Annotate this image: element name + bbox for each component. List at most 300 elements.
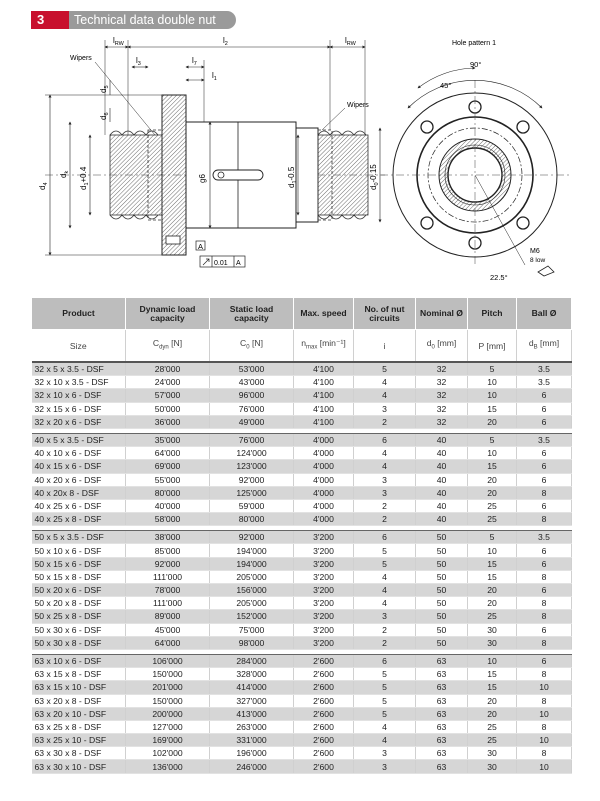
table-cell: 4 — [354, 720, 416, 733]
angle-90-label: 90° — [470, 60, 482, 69]
table-row — [32, 760, 572, 773]
hole-pattern-view — [380, 40, 570, 282]
col-dynamic: Dynamic load capacity — [126, 298, 210, 330]
table-cell: 15 — [468, 460, 517, 473]
table-row — [32, 681, 572, 694]
table-cell: 50 x 30 x 6 - DSF — [32, 623, 126, 636]
table-cell: 25 — [468, 610, 517, 623]
table-cell: 63 — [416, 760, 468, 773]
table-cell: 50 x 5 x 3.5 - DSF — [32, 531, 126, 544]
table-cell: 4'000 — [294, 447, 354, 460]
table-cell: 2'600 — [294, 720, 354, 733]
table-row — [32, 473, 572, 486]
table-cell: 92'000 — [126, 557, 210, 570]
table-cell: 50 — [416, 570, 468, 583]
wipers-left-label: Wipers — [70, 55, 92, 62]
table-cell: 6 — [517, 389, 572, 402]
table-cell: 414'000 — [210, 681, 294, 694]
table-cell: 63 x 10 x 6 - DSF — [32, 654, 126, 667]
table-cell: 6 — [517, 544, 572, 557]
table-cell: 15 — [468, 668, 517, 681]
table-cell: 45'000 — [126, 623, 210, 636]
table-cell: 25 — [468, 513, 517, 526]
table-cell: 6 — [517, 460, 572, 473]
table-cell: 50 x 10 x 6 - DSF — [32, 544, 126, 557]
table-cell: 55'000 — [126, 473, 210, 486]
thread-label: M6 — [530, 248, 540, 255]
table-cell: 76'000 — [210, 402, 294, 415]
table-cell: 10 — [517, 707, 572, 720]
table-row — [32, 747, 572, 760]
table-cell: 3.5 — [517, 376, 572, 389]
table-cell: 8 — [517, 636, 572, 649]
table-cell: 40 — [416, 433, 468, 446]
table-cell: 2 — [354, 499, 416, 512]
section-number: 3 — [31, 11, 69, 29]
table-cell: 36'000 — [126, 415, 210, 428]
table-cell: 50'000 — [126, 402, 210, 415]
table-cell: 85'000 — [126, 544, 210, 557]
col-pitch: Pitch — [468, 298, 517, 330]
table-cell: 413'000 — [210, 707, 294, 720]
table-cell: 8 — [517, 597, 572, 610]
col-nominal: Nominal Ø — [416, 298, 468, 330]
table-cell: 3 — [354, 473, 416, 486]
table-row — [32, 668, 572, 681]
table-cell: 32 — [416, 362, 468, 376]
table-cell: 25 — [468, 720, 517, 733]
table-cell: 6 — [517, 654, 572, 667]
table-cell: 63 — [416, 654, 468, 667]
table-cell: 40 — [416, 486, 468, 499]
table-cell: 32 x 15 x 6 - DSF — [32, 402, 126, 415]
table-cell: 2 — [354, 513, 416, 526]
table-cell: 4 — [354, 584, 416, 597]
table-cell: 8 — [517, 486, 572, 499]
datum-a-label: A — [198, 242, 204, 251]
table-cell: 4'000 — [294, 486, 354, 499]
table-cell: 63 — [416, 694, 468, 707]
table-cell: 63 x 25 x 8 - DSF — [32, 720, 126, 733]
table-cell: 10 — [517, 760, 572, 773]
table-cell: 194'000 — [210, 544, 294, 557]
table-cell: 3'200 — [294, 570, 354, 583]
table-cell: 63 x 30 x 8 - DSF — [32, 747, 126, 760]
table-cell: 63 — [416, 720, 468, 733]
table-cell: 50 — [416, 531, 468, 544]
table-cell: 127'000 — [126, 720, 210, 733]
table-cell: 30 — [468, 760, 517, 773]
table-cell: 20 — [468, 707, 517, 720]
table-row — [32, 636, 572, 649]
d1-tol-label: $d_1+0.4$ — [79, 166, 90, 190]
table-cell: 35'000 — [126, 433, 210, 446]
thread-left — [110, 131, 162, 219]
table-cell: 6 — [517, 473, 572, 486]
table-body — [32, 362, 572, 773]
table-cell: 3.5 — [517, 531, 572, 544]
table-cell: 20 — [468, 694, 517, 707]
l2-label: $l_2$ — [223, 36, 228, 47]
table-cell: 40 — [416, 499, 468, 512]
table-cell: 89'000 — [126, 610, 210, 623]
table-row — [32, 623, 572, 636]
table-cell: 40 x 20x 8 - DSF — [32, 486, 126, 499]
table-cell: 327'000 — [210, 694, 294, 707]
table-cell: 4 — [354, 570, 416, 583]
g6-label: g6 — [198, 174, 207, 183]
table-cell: 8 — [517, 570, 572, 583]
table-cell: 3.5 — [517, 433, 572, 446]
table-cell: 3'200 — [294, 597, 354, 610]
table-cell: 40 x 15 x 6 - DSF — [32, 460, 126, 473]
table-cell: 50 — [416, 597, 468, 610]
d6-label: $d_6$ — [99, 112, 110, 120]
table-cell: 102'000 — [126, 747, 210, 760]
l1-label: $l_1$ — [212, 71, 217, 82]
table-cell: 8 — [517, 668, 572, 681]
table-cell: 32 — [416, 402, 468, 415]
table-row — [32, 460, 572, 473]
table-header-row — [32, 298, 572, 330]
table-cell: 32 x 10 x 6 - DSF — [32, 389, 126, 402]
col-product: Product — [32, 298, 126, 330]
table-cell: 40'000 — [126, 499, 210, 512]
table-row — [32, 654, 572, 667]
table-cell: 194'000 — [210, 557, 294, 570]
table-cell: 3'200 — [294, 623, 354, 636]
table-cell: 3 — [354, 402, 416, 415]
table-cell: 169'000 — [126, 734, 210, 747]
table-cell: 8 — [517, 610, 572, 623]
table-cell: 20 — [468, 486, 517, 499]
table-row — [32, 415, 572, 428]
table-cell: 3'200 — [294, 557, 354, 570]
table-cell: 2 — [354, 623, 416, 636]
table-cell: 32 x 10 x 3.5 - DSF — [32, 376, 126, 389]
l3-label: $l_3$ — [136, 56, 141, 67]
table-cell: 40 — [416, 473, 468, 486]
table-row — [32, 531, 572, 544]
table-cell: 50 — [416, 584, 468, 597]
table-cell: 50 — [416, 557, 468, 570]
table-cell: 6 — [517, 557, 572, 570]
table-cell: 6 — [517, 402, 572, 415]
angle-45-label: 45° — [440, 81, 452, 90]
table-cell: 4'000 — [294, 473, 354, 486]
flange-section — [162, 95, 186, 255]
table-cell: 125'000 — [210, 486, 294, 499]
svg-text:A: A — [236, 260, 241, 267]
table-cell: 5 — [354, 668, 416, 681]
table-cell: 200'000 — [126, 707, 210, 720]
table-cell: 4'100 — [294, 415, 354, 428]
table-cell: 5 — [354, 362, 416, 376]
table-row — [32, 513, 572, 526]
table-cell: 6 — [517, 499, 572, 512]
table-cell: 6 — [517, 584, 572, 597]
technical-drawing — [0, 32, 600, 290]
table-cell: 2'600 — [294, 707, 354, 720]
table-cell: 2'600 — [294, 760, 354, 773]
table-cell: 32 x 20 x 6 - DSF — [32, 415, 126, 428]
table-row — [32, 499, 572, 512]
table-cell: 3'200 — [294, 636, 354, 649]
table-cell: 57'000 — [126, 389, 210, 402]
table-cell: 4'000 — [294, 460, 354, 473]
table-cell: 4 — [354, 734, 416, 747]
table-cell: 38'000 — [126, 531, 210, 544]
table-cell: 78'000 — [126, 584, 210, 597]
lrw-right-label: $l_{RW}$ — [345, 36, 356, 47]
table-cell: 8 — [517, 513, 572, 526]
table-row — [32, 734, 572, 747]
d0-label: $d_0-0.15$ — [369, 164, 380, 190]
table-cell: 20 — [468, 415, 517, 428]
thread-right — [318, 135, 368, 215]
table-cell: 4 — [354, 447, 416, 460]
table-cell: 5 — [354, 544, 416, 557]
col-static: Static load capacity — [210, 298, 294, 330]
table-cell: 53'000 — [210, 362, 294, 376]
table-row — [32, 584, 572, 597]
table-cell: 43'000 — [210, 376, 294, 389]
table-cell: 3 — [354, 610, 416, 623]
table-cell: 10 — [468, 654, 517, 667]
table-cell: 32 — [416, 415, 468, 428]
table-cell: 96'000 — [210, 389, 294, 402]
table-cell: 2'600 — [294, 681, 354, 694]
table-cell: 5 — [468, 531, 517, 544]
table-cell: 124'000 — [210, 447, 294, 460]
table-row — [32, 597, 572, 610]
table-cell: 8 — [517, 720, 572, 733]
table-cell: 6 — [354, 654, 416, 667]
d1-minus-label: $d_1-0.5$ — [287, 166, 298, 188]
table-cell: 5 — [354, 681, 416, 694]
table-cell: 20 — [468, 597, 517, 610]
table-cell: 15 — [468, 570, 517, 583]
col-speed: Max. speed — [294, 298, 354, 330]
table-cell: 63 — [416, 734, 468, 747]
table-cell: 25 — [468, 499, 517, 512]
d5-label: $d_5$ — [99, 85, 110, 93]
d4-label: $d_4$ — [38, 182, 49, 190]
table-cell: 6 — [517, 447, 572, 460]
section-title: Technical data double nut — [69, 11, 236, 29]
table-cell: 111'000 — [126, 597, 210, 610]
table-cell: 10 — [517, 734, 572, 747]
table-cell: 150'000 — [126, 694, 210, 707]
table-cell: 6 — [517, 415, 572, 428]
table-subheader-row: Size $C_{dyn}$ [N] $C_0$ [N] $n_{max}$ [min⁻¹] i $d_0$ [mm] P [mm] $d_B$ [mm] — [32, 330, 572, 363]
table-row — [32, 362, 572, 376]
table-cell: 10 — [468, 544, 517, 557]
table-cell: 40 x 10 x 6 - DSF — [32, 447, 126, 460]
table-row — [32, 707, 572, 720]
table-cell: 15 — [468, 402, 517, 415]
table-cell: 50 x 20 x 8 - DSF — [32, 597, 126, 610]
table-cell: 2'600 — [294, 734, 354, 747]
table-cell: 2'600 — [294, 654, 354, 667]
table-cell: 50 x 15 x 6 - DSF — [32, 557, 126, 570]
table-cell: 5 — [468, 433, 517, 446]
svg-text:0.01: 0.01 — [214, 260, 228, 267]
table-cell: 284'000 — [210, 654, 294, 667]
table-cell: 50 — [416, 636, 468, 649]
col-ball: Ball Ø — [517, 298, 572, 330]
table-cell: 331'000 — [210, 734, 294, 747]
table-cell: 4'100 — [294, 376, 354, 389]
table-cell: 20 — [468, 584, 517, 597]
table-cell: 63 x 20 x 8 - DSF — [32, 694, 126, 707]
table-cell: 15 — [468, 681, 517, 694]
table-cell: 63 — [416, 668, 468, 681]
table-cell: 32 — [416, 376, 468, 389]
table-cell: 4'100 — [294, 402, 354, 415]
table-cell: 263'000 — [210, 720, 294, 733]
table-cell: 136'000 — [126, 760, 210, 773]
table-cell: 63 — [416, 747, 468, 760]
table-cell: 50 x 15 x 8 - DSF — [32, 570, 126, 583]
table-cell: 3'200 — [294, 531, 354, 544]
table-cell: 40 x 5 x 3.5 - DSF — [32, 433, 126, 446]
table-cell: 63 x 15 x 8 - DSF — [32, 668, 126, 681]
dk-label: $d_k$ — [59, 170, 70, 178]
table-cell: 30 — [468, 747, 517, 760]
table-cell: 3.5 — [517, 362, 572, 376]
table-cell: 40 x 25 x 6 - DSF — [32, 499, 126, 512]
table-cell: 2 — [354, 415, 416, 428]
table-cell: 4 — [354, 389, 416, 402]
table-row — [32, 720, 572, 733]
table-cell: 25 — [468, 734, 517, 747]
table-cell: 24'000 — [126, 376, 210, 389]
table-cell: 63 x 15 x 10 - DSF — [32, 681, 126, 694]
table-row — [32, 610, 572, 623]
table-cell: 4'100 — [294, 389, 354, 402]
table-cell: 3'200 — [294, 544, 354, 557]
table-cell: 69'000 — [126, 460, 210, 473]
table-cell: 4'000 — [294, 513, 354, 526]
table-cell: 8 — [517, 694, 572, 707]
table-cell: 40 x 20 x 6 - DSF — [32, 473, 126, 486]
table-cell: 30 — [468, 623, 517, 636]
table-cell: 64'000 — [126, 447, 210, 460]
table-cell: 50 x 25 x 8 - DSF — [32, 610, 126, 623]
table-cell: 3 — [354, 747, 416, 760]
table-cell: 5 — [354, 694, 416, 707]
table-cell: 8 — [517, 747, 572, 760]
table-cell: 80'000 — [126, 486, 210, 499]
table-cell: 32 — [416, 389, 468, 402]
angle-225-label: 22.5° — [490, 273, 508, 282]
table-cell: 246'000 — [210, 760, 294, 773]
table-cell: 76'000 — [210, 433, 294, 446]
table-cell: 4 — [354, 597, 416, 610]
table-row — [32, 557, 572, 570]
table-cell: 40 x 25 x 8 - DSF — [32, 513, 126, 526]
table-cell: 205'000 — [210, 570, 294, 583]
table-cell: 3'200 — [294, 584, 354, 597]
table-cell: 10 — [468, 447, 517, 460]
table-cell: 15 — [468, 557, 517, 570]
table-cell: 63 x 25 x 10 - DSF — [32, 734, 126, 747]
section-header — [31, 11, 236, 29]
table-row — [32, 402, 572, 415]
table-cell: 6 — [354, 531, 416, 544]
table-cell: 10 — [468, 389, 517, 402]
table-cell: 30 — [468, 636, 517, 649]
hole-pattern-label: Hole pattern 1 — [452, 40, 496, 47]
table-cell: 63 x 30 x 10 - DSF — [32, 760, 126, 773]
table-cell: 59'000 — [210, 499, 294, 512]
table-cell: 4'100 — [294, 362, 354, 376]
table-cell: 50 x 20 x 6 - DSF — [32, 584, 126, 597]
table-cell: 92'000 — [210, 473, 294, 486]
table-cell: 2'600 — [294, 694, 354, 707]
table-cell: 50 — [416, 610, 468, 623]
table-cell: 5 — [468, 362, 517, 376]
table-cell: 63 x 20 x 10 - DSF — [32, 707, 126, 720]
table-cell: 10 — [468, 376, 517, 389]
table-cell: 111'000 — [126, 570, 210, 583]
technical-data-table — [31, 297, 572, 774]
table-cell: 4 — [354, 376, 416, 389]
table-cell: 123'000 — [210, 460, 294, 473]
table-row — [32, 433, 572, 446]
table-row — [32, 694, 572, 707]
l7-label: $l_7$ — [192, 56, 197, 67]
table-cell: 80'000 — [210, 513, 294, 526]
table-cell: 58'000 — [126, 513, 210, 526]
table-cell: 152'000 — [210, 610, 294, 623]
table-cell: 2 — [354, 636, 416, 649]
table-cell: 150'000 — [126, 668, 210, 681]
table-cell: 63 — [416, 707, 468, 720]
table-cell: 75'000 — [210, 623, 294, 636]
table-cell: 10 — [517, 681, 572, 694]
table-cell: 20 — [468, 473, 517, 486]
lube-port — [213, 170, 263, 180]
table-row — [32, 544, 572, 557]
table-cell: 63 — [416, 681, 468, 694]
table-cell: 92'000 — [210, 531, 294, 544]
col-circuits: No. of nut circuits — [354, 298, 416, 330]
table-cell: 2'600 — [294, 747, 354, 760]
table-cell: 40 — [416, 460, 468, 473]
table-cell: 3 — [354, 486, 416, 499]
table-cell: 156'000 — [210, 584, 294, 597]
table-cell: 201'000 — [126, 681, 210, 694]
table-cell: 106'000 — [126, 654, 210, 667]
table-cell: 2'600 — [294, 668, 354, 681]
table-row — [32, 447, 572, 460]
wipers-right-label: Wipers — [347, 102, 369, 109]
table-cell: 205'000 — [210, 597, 294, 610]
table-cell: 4'000 — [294, 433, 354, 446]
table-cell: 32 x 5 x 3.5 - DSF — [32, 362, 126, 376]
table-cell: 49'000 — [210, 415, 294, 428]
table-cell: 50 — [416, 623, 468, 636]
table-cell: 328'000 — [210, 668, 294, 681]
table-cell: 98'000 — [210, 636, 294, 649]
table-cell: 50 x 30 x 8 - DSF — [32, 636, 126, 649]
table-row — [32, 389, 572, 402]
table-cell: 6 — [517, 623, 572, 636]
table-cell: 28'000 — [126, 362, 210, 376]
table-row — [32, 570, 572, 583]
